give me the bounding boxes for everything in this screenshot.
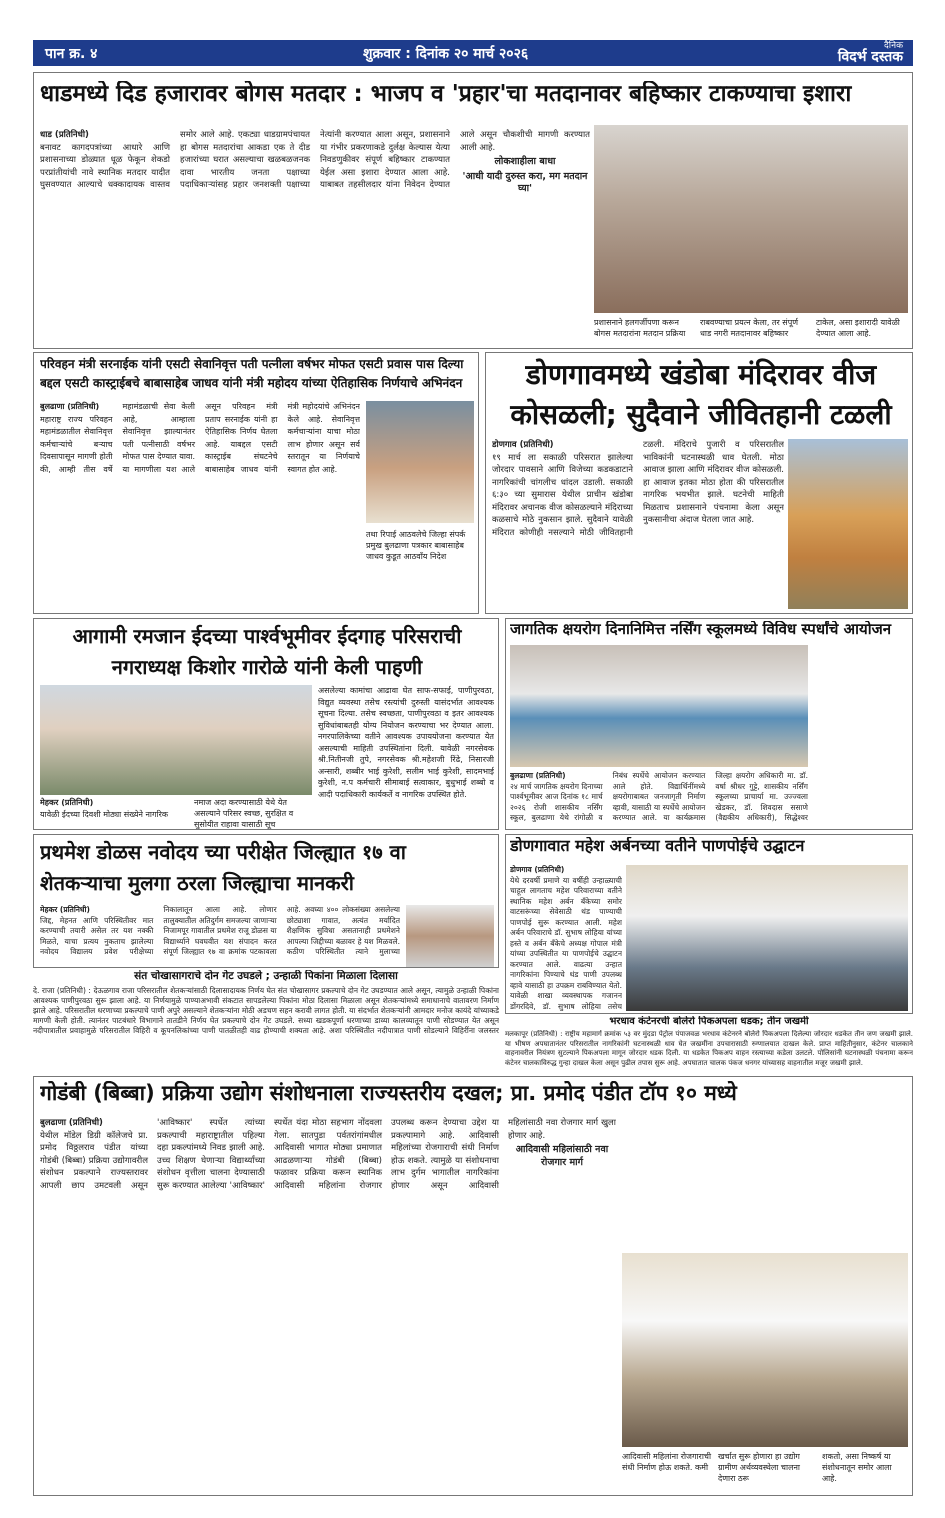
photo-caption: तथा रिपाई आठवलेचे जिल्हा संपर्क प्रमुख बुलढाणा पत्रकार बाबासाहेब जाधव कुडूत आठवाँय निदेश bbox=[366, 530, 466, 561]
article-body: दे. राजा (प्रतिनिधी) : देऊळगाव राजा परिसरातील शेतकऱ्यांसाठी दिलासादायक निर्णय घेत संत चोखासागर प्रकल्पाचे दोन गेट उघडण्यात आले असून, त्यामुळे उन्हाळी पिकांना आवश्यक पाणीपुरवठा सुरू झाला आहे. या निर्णयामुळे पाण्याअभावी संकटात सापडलेल्या पिकांना मोठा दिलासा मिळाला असून शेतकऱ्यांमध्ये समाधानाचे वातावरण निर्माण झाले आहे. परिसरातील धरणाच्या प्रकल्पाचे पाणी अपुरे असल्याने शेतकऱ्यांना मोठी अडचण सहन करावी लागत होती. या संदर्भात शेतकऱ्यांनी आमदार मनोज कायंदे यांच्याकडे मागणी केली होती. त्यानंतर पाटबंधारे विभागाने तातडीने निर्णय घेत प्रकल्पाचे दोन गेट उघडले. सध्या खडकपूर्णा धरणाच्या डाव्या कालव्यातून पाणी सोडण्यात येत असून नदीपात्रातील प्रवाहामुळे परिसरातील विहिरी व कूपनलिकांच्या पाणी पातळीतही वाढ होण्याची शक्यता आहे. अशा परिस्थितीत नदीपात्रात पाणी सोडल्याने विहिरींना जलस्तर bbox=[33, 986, 499, 1035]
headline: भरधाव कंटेनरची बोलेरो पिकअपला धडक; तीन जखमी bbox=[609, 1016, 809, 1027]
photo-caption: आदिवासी महिलांना रोजगाराची संधी निर्माण होऊ शकते. कमी bbox=[622, 1452, 712, 1472]
nursing-students-photo bbox=[510, 645, 808, 767]
headline: प्रथमेश डोळस नवोदय च्या परीक्षेत जिल्ह्यात १७ वा शेतकऱ्याचा मुलगा ठरला जिल्ह्याचा मानकरी bbox=[40, 840, 406, 895]
headline: आगामी रमजान ईदच्या पार्श्वभूमीवर ईदगाह परिसराची नगराध्यक्ष किशोर गारोळे यांनी केली पाहणी bbox=[72, 624, 462, 679]
photo-caption-3: शकतो, असा निष्कर्ष या संशोधनातून समोर आला आहे. bbox=[822, 1452, 892, 1483]
temple-photo bbox=[788, 439, 908, 609]
body-text: महाराष्ट्र राज्य परिवहन महामंडळातील सेवानिवृत्त कर्मचाऱ्यांचे बऱ्याच दिवसापासून मागणी होती की, आम्ही तीस वर्षे महामंडळाची सेवा केली आहे, आम्हाला सेवानिवृत्त झाल्यानंतर पती पत्नीसाठी वर्षभर मोफत पास देण्यात यावा. या मागणीला यश आले असून परिवहन मंत्री प्रताप सरनाईक यांनी हा ऐतिहासिक निर्णय घेतला आहे. याबद्दल एसटी कास्ट्राईब संघटनेचे बाबासाहेब जाधव यांनी मंत्री महोदयांचे अभिनंदन केले आहे. सेवानिवृत्त कर्मचाऱ्यांना याचा मोठा लाभ होणार असून सर्व स्तरातून या निर्णयाचे स्वागत होत आहे. bbox=[40, 402, 360, 474]
research-team-photo bbox=[622, 1253, 908, 1447]
article-mahesh-urban-panpoi bbox=[505, 834, 913, 1014]
photo-dateline: मेहकर (प्रतिनिधी) bbox=[40, 798, 94, 807]
body-text: येथील मॉडेल डिग्री कॉलेजचे प्रा. प्रमोद विठ्ठलराव पंडीत यांच्या गोडंबी (बिब्बा) प्रक्रिया उद्योगावरील संशोधन प्रकल्पाने राज्यस्तरावर आपली छाप उमटवली असून 'आविष्कार' स्पर्धेत त्यांच्या प्रकल्पाची महाराष्ट्रातील पहिल्या दहा प्रकल्पांमध्ये निवड झाली आहे. उच्च शिक्षण घेणाऱ्या विद्यार्थ्यांच्या संशोधन वृत्तीला चालना देण्यासाठी सुरू करण्यात आलेल्या 'आविष्कार' स्पर्धेत यंदा मोठा सहभाग नोंदवला गेला. सातपुडा पर्वतरांगांमधील आदिवासी भागात मोठ्या प्रमाणात आढळणाऱ्या गोडंबी (बिब्बा) फळावर प्रक्रिया करून स्थानिक आदिवासी महिलांना रोजगार उपलब्ध करून देण्याचा उद्देश या प्रकल्पामागे आहे. आदिवासी महिलांच्या रोजगाराची संधी निर्माण होऊ शकते. त्यामुळे या संशोधनाचा लाभ दुर्गम भागातील नागरिकांना होणार असून आदिवासी महिलांसाठी नवा रोजगार मार्ग खुला होणार आहे. bbox=[40, 1118, 616, 1191]
brand-prefix: दैनिक bbox=[883, 41, 903, 51]
article-body bbox=[40, 1117, 616, 1491]
issue-date: शुक्रवार : दिनांक २० मार्च २०२६ bbox=[363, 46, 529, 62]
article-godambi-research bbox=[33, 1076, 913, 1496]
article-body bbox=[510, 865, 622, 1011]
page-number: पान क्र. ४ bbox=[45, 46, 98, 62]
brand-name: विदर्भ दस्तक bbox=[837, 49, 903, 65]
article-bolero-accident bbox=[505, 1016, 913, 1072]
photo-caption-2: खर्चात सुरू होणारा हा उद्योग ग्रामीण अर्थव्यवस्थेला चालना देणारा ठरू bbox=[718, 1452, 801, 1483]
dateline: बुलढाणा (प्रतिनिधी) bbox=[40, 1118, 103, 1128]
dateline: बुलढाणा (प्रतिनिधी) bbox=[40, 402, 100, 411]
headline: परिवहन मंत्री सरनाईक यांनी एसटी सेवानिवृत्त पती पत्नीला वर्षभर मोफत एसटी प्रवास पास दिल्या बद्दल एसटी कास्ट्राईबचे बाबासाहेब जाधव यांनी मंत्री महोदय यांच्या ऐतिहासिक निर्णयाचे अभिनंदन bbox=[40, 357, 464, 390]
article-body bbox=[40, 129, 590, 345]
body-text: १९ मार्च ला सकाळी परिसरात झालेल्या जोरदार पावसाने आणि विजेच्या कडकडाटाने नागरिकांची चांगलीच धांदल उडाली. सकाळी ६:३० च्या सुमारास येथील प्राचीन खंडोबा मंदिरावर अचानक वीज कोसळल्याने मंदिराच्या कळसाचे मोठे नुकसान झाले. सुदैवाने यावेळी मंदिरात कोणीही नसल्याने मोठी जीवितहानी टळली. मंदिराचे पुजारी व परिसरातील भाविकांनी घटनास्थळी धाव घेतली. मोठा आवाज झाला आणि मंदिरावर वीज कोसळली. हा आवाज इतका मोठा होता की परिसरातील नागरिक भयभीत झाले. घटनेची माहिती मिळताच प्रशासनाने पंचनामा केला असून नुकसानीचा अंदाज घेतला जात आहे. bbox=[492, 440, 784, 538]
headline: डोणगावमध्ये खंडोबा मंदिरावर वीज कोसळली; सुदैवाने जीवितहानी टळली bbox=[510, 358, 892, 431]
article-khandoba-lightning bbox=[485, 352, 913, 614]
article-body bbox=[40, 401, 360, 611]
dateline: डोणगाव (प्रतिनिधी) bbox=[492, 440, 554, 450]
dateline: धाड (प्रतिनिधी) bbox=[40, 130, 89, 140]
article-body bbox=[40, 905, 400, 967]
headline: संत चोखासागराचे दोन गेट उघडले ; उन्हाळी पिकांना मिळाला दिलासा bbox=[134, 970, 398, 982]
photo-caption-3: नमाज अदा करण्यासाठी येथे येत असल्याने परिसर स्वच्छ, सुरक्षित व सुसोयीत राहावा यासाठी सूच bbox=[194, 798, 294, 829]
article-body: असलेल्या कामांचा आढावा घेत साफ-सफाई, पाणीपुरवठा, विद्युत व्यवस्था तसेच रस्त्यांची दुरुस्ती यासंदर्भात आवश्यक सूचना दिल्या. तसेच स्वच्छता, पाणीपुरवठा व इतर आवश्यक सुविधांबाबतही योग्य नियोजन करण्याचा भर देण्यात आला. नगरपालिकेच्या वतीने आवश्यक उपाययोजना करण्यात येत असल्याची माहिती उपस्थितांना दिली. यावेळी नगरसेवक श्री.नितीनजी तुपे, नगरसेवक श्री.महेशजी रिंढे, निसारजी अन्सारी, शब्बीर भाई कुरेशी, सलीम भाई कुरेशी, सादमभाई कुरेशी, न.प कर्मचारी सीमाबाई सत्वाकार, बुधुभाई शब्बो व आदी पदाधिकारी कार्यकर्ते व नागरिक उपस्थित होते. bbox=[318, 686, 494, 799]
headline: जागतिक क्षयरोग दिनानिमित्त नर्सिंग स्कूलमध्ये विविध स्पर्धांचे आयोजन bbox=[510, 621, 892, 638]
article-tb-day-nursing bbox=[505, 618, 913, 830]
headline: गोडंबी (बिब्बा) प्रक्रिया उद्योग संशोधनाला राज्यस्तरीय दखल; प्रा. प्रमोद पंडीत टॉप १० मध्ये bbox=[40, 1081, 737, 1105]
subheading: लोकशाहीला बाधा bbox=[494, 156, 556, 167]
body-text: येथे दरवर्षी प्रमाणे या वर्षीही उन्हाळ्याची चाहूल लागताच महेश परिवाराच्या वतीने स्थानिक महेश अर्बन बँकेच्या समोर वाटसरूंच्या सेवेसाठी थंड पाण्याची पाणपोई सुरू करण्यात आली. महेश अर्बन परिवाराचे डॉ. सुभाष लोहिया यांच्या हस्ते व अर्बन बँकेचे अध्यक्ष गोपाल मंत्री यांच्या उपस्थितीत या पाणपोईचे उद्घाटन करण्यात आले. वाढत्या उन्हात नागरिकांना पिण्याचे थंड पाणी उपलब्ध व्हावे यासाठी हा उपक्रम राबविण्यात येतो. यावेळी शाखा व्यवस्थापक गजानन डोंगरदिवे, डॉ. सुभाष लोहिया तसेच bbox=[510, 875, 622, 1011]
article-st-pass bbox=[33, 352, 479, 614]
page-header-bar bbox=[33, 40, 913, 66]
dateline: डोणगाव (प्रतिनिधी) bbox=[510, 865, 565, 874]
panpoi-inauguration-photo bbox=[626, 865, 908, 1011]
article-dhad-bogus-voters bbox=[33, 72, 913, 349]
body-text: बनावट कागदपत्रांच्या आधारे आणि प्रशासनाच्या डोळ्यात धूळ फेकून शेकडो परप्रांतीयांची नावे स्थानिक मतदार यादीत घुसवण्यात आल्याचे धक्कादायक वास्तव समोर आले आहे. एकट्या धाडग्रामपंचायत हा बोगस मतदारांचा आकडा एक ते दीड हजारांच्या घरात असल्याचा खळबळजनक दावा भारतीय जनता पक्षाच्या पदाधिकाऱ्यांसह प्रहार जनशक्ती पक्षाच्या नेत्यांनी करण्यात आला असून, प्रशासनाने या गंभीर प्रकरणाकडे दुर्लक्ष केल्यास येत्या निवडणुकीवर संपूर्ण बहिष्कार टाकण्यात येईल असा इशारा देण्यात आला आहे. याबाबत तहसीलदार यांना निवेदन देण्यात आले असून चौकशीची मागणी करण्यात आली आहे. bbox=[40, 130, 590, 190]
dateline: मेहकर (प्रतिनिधी) bbox=[40, 905, 90, 914]
photo-caption-3: टाकेल, असा इशारादी यावेळी देण्यात आला आहे. bbox=[816, 318, 900, 338]
article-prathmesh-navodaya bbox=[33, 834, 499, 968]
article-body: मलकापूर (प्रतिनिधी) : राष्ट्रीय महामार्ग क्रमांक ५३ वर मुंदडा पेट्रोल पंपाजवळ भरधाव कंटेनरने बोलेरो पिकअपला दिलेल्या जोरदार धडकेत तीन जण जखमी झाले. या भीषण अपघातानंतर परिसरातील नागरिकांनी घटनास्थळी धाव घेत जखमींना उपचारासाठी रुग्णालयात दाखल केले. प्राप्त माहितीनुसार, कंटेनर चालकाने वाहनावरील नियंत्रण सुटल्याने पिकअपला मागून जोरदार धडक दिली. या धडकेत पिकअप वाहन रस्त्याच्या कडेला उलटले. पोलिसांनी घटनास्थळी पंचनामा करून कंटेनर चालकाविरुद्ध गुन्हा दाखल केला असून पुढील तपास सुरू आहे. अपघातात चालक पंकज धनगर यांच्यासह वाहनातील मजूर जखमी झाले. bbox=[505, 1030, 913, 1067]
photo-caption: प्रशासनाने हलगर्जीपणा करून बोगस मतदारांना मतदान प्रक्रिया bbox=[594, 318, 686, 338]
chokhasagar-continued bbox=[33, 1038, 499, 1072]
dateline: बुलढाणा (प्रतिनिधी) bbox=[510, 771, 566, 780]
subheading: आदिवासी महिलांसाठी नवा रोजगार मार्ग bbox=[515, 1144, 609, 1168]
article-body bbox=[492, 439, 784, 609]
body-text: २४ मार्च जागतिक क्षयरोग दिनाच्या पार्श्वभूमीवर आज दिनांक १८ मार्च २०२६ रोजी शासकीय नर्सिंग स्कूल, बुलढाणा येथे रांगोळी व निबंध स्पर्धेचे आयोजन करण्यात आले होते. विद्यार्थिनींमध्ये क्षयरोगाबाबत जनजागृती निर्माण व्हावी, यासाठी या स्पर्धेचे आयोजन करण्यात आले. या कार्यक्रमास जिल्हा क्षयरोग अधिकारी मा. डॉ. वर्षा श्रीधर गुट्टे, शासकीय नर्सिंग स्कूलच्या प्राचार्या मा. उज्ज्वला खेडकर, डॉ. शिवदास ससाणे (वैद्यकीय अधिकारी), सिद्धेश्वर bbox=[510, 771, 808, 822]
news-photo bbox=[594, 125, 908, 313]
subheading-quote: 'आधी यादी दुरुस्त करा, मग मतदान घ्या' bbox=[462, 170, 588, 194]
photo-caption-2: यावेळी ईदच्या दिवशी मोठ्या संख्येने नागरिक bbox=[40, 810, 168, 819]
article-eidgah-inspection bbox=[33, 618, 499, 830]
eidgah-photo bbox=[40, 685, 312, 795]
body-text: जिद्द, मेहनत आणि परिस्थितीवर मात करण्याची तयारी असेल तर यश नक्की मिळते, याचा प्रत्यय नुकताच झालेल्या नवोदय विद्यालय प्रवेश परीक्षेच्या निकालातून आला आहे. लोणार तालुक्यातील अतिदुर्गम समजल्या जाणाऱ्या निजामपूर गावातील प्रथमेश राजू डोळस या विद्यार्थ्याने घवघवीत यश संपादन करत संपूर्ण जिल्ह्यात १७ वा क्रमांक पटकावला आहे. अवघ्या ४०० लोकसंख्या असलेल्या छोट्याशा गावात, अत्यंत मर्यादित शैक्षणिक सुविधा असतानाही प्रथमेशने आपल्या जिद्दीच्या बळावर हे यश मिळवले. कठीण परिस्थितीत त्याने मुलाच्या bbox=[40, 905, 400, 956]
portrait-photo bbox=[366, 401, 474, 523]
headline: धाडमध्ये दिड हजारावर बोगस मतदार : भाजप व 'प्रहार'चा मतदानावर बहिष्कार टाकण्याचा इशारा bbox=[40, 81, 852, 107]
newspaper-brand bbox=[838, 41, 903, 63]
student-portrait bbox=[406, 905, 494, 967]
photo-caption-2: राबवण्याचा प्रयत्न केला, तर संपूर्ण धाड नगरी मतदानावर बहिष्कार bbox=[700, 318, 799, 338]
article-chokhasagar-gates bbox=[33, 970, 499, 1036]
headline: डोणगावात महेश अर्बनच्या वतीने पाणपोईचे उद्घाटन bbox=[510, 837, 805, 855]
article-body bbox=[510, 771, 808, 829]
